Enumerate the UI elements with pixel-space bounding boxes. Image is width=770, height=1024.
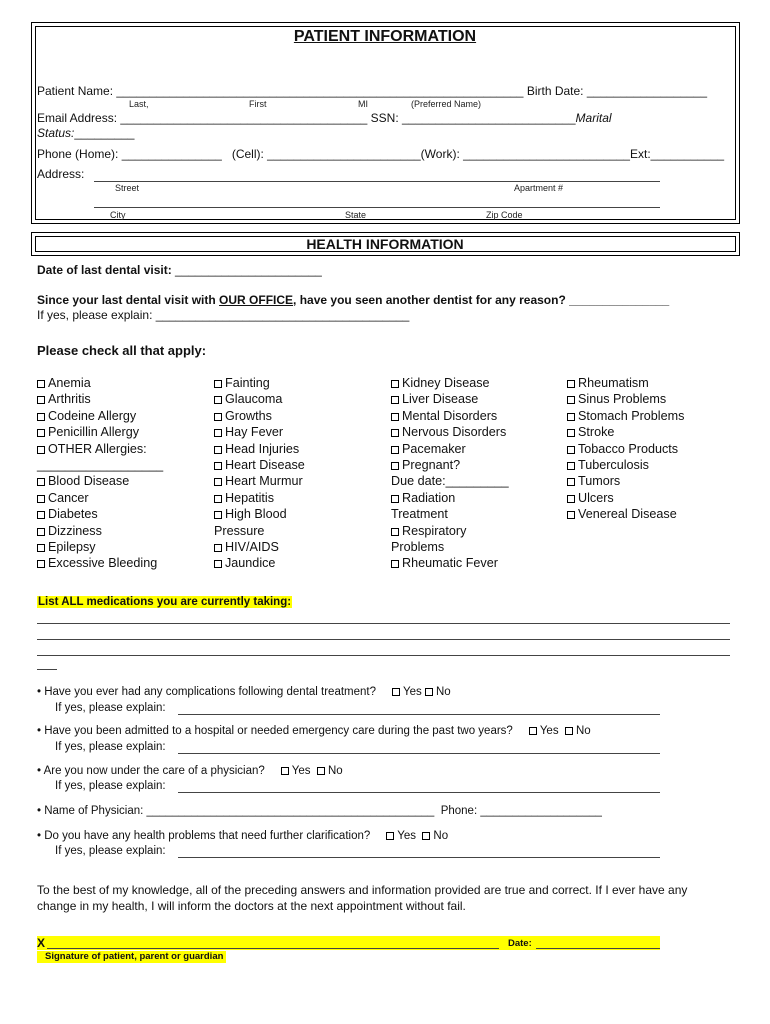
checkbox-icon[interactable] — [391, 429, 399, 437]
due-date-field[interactable]: Due date:_________ — [391, 474, 509, 489]
condition-item[interactable]: Cancer — [37, 490, 163, 506]
ext-label: Ext: — [629, 147, 651, 161]
sub-preferred: (Preferred Name) — [411, 99, 482, 109]
condition-item-continued: Pressure — [214, 523, 265, 538]
checkbox-icon[interactable] — [567, 446, 575, 454]
checkbox-icon[interactable] — [567, 511, 575, 519]
condition-item[interactable]: Kidney Disease — [391, 375, 509, 391]
checkbox-icon[interactable] — [391, 446, 399, 454]
question-hospital: • Have you been admitted to a hospital or needed emergency care during the past two years? Yes No — [37, 725, 591, 737]
since-q-post: , have you seen another dentist for any reason? — [293, 293, 570, 307]
since-explain-label: If yes, please explain: — [37, 308, 156, 322]
question-text: Do you have any health problems that need further clarification? — [44, 830, 371, 842]
no-option[interactable]: No — [317, 765, 343, 777]
since-q-office: OUR OFFICE — [219, 293, 294, 307]
condition-item[interactable]: Heart Disease — [214, 457, 305, 473]
checkbox-icon[interactable] — [391, 413, 399, 421]
checkbox-icon[interactable] — [391, 528, 399, 536]
question-physician-care: • Are you now under the care of a physician? Yes No — [37, 765, 343, 777]
status-row — [37, 126, 134, 140]
condition-item[interactable]: Penicillin Allergy — [37, 424, 163, 440]
checkbox-icon[interactable] — [317, 767, 325, 775]
medications-line-4[interactable] — [37, 669, 57, 670]
checkbox-icon[interactable] — [391, 380, 399, 388]
checkbox-icon[interactable] — [214, 495, 222, 503]
checkbox-icon[interactable] — [391, 462, 399, 470]
checkbox-icon[interactable] — [37, 528, 45, 536]
physician-name-label: Name of Physician: — [44, 805, 147, 817]
conditions-col-3 — [391, 375, 509, 572]
sub-first: First — [249, 99, 267, 109]
condition-item[interactable]: Anemia — [37, 375, 163, 391]
checkbox-icon[interactable] — [37, 495, 45, 503]
checkbox-icon[interactable] — [567, 396, 575, 404]
checkbox-icon[interactable] — [565, 727, 573, 735]
physician-name-field[interactable]: _____________________________________________ — [146, 805, 435, 817]
signature-x: X — [37, 936, 46, 950]
marital-label: Marital — [575, 111, 612, 125]
patient-info-title: PATIENT INFORMATION — [293, 28, 477, 45]
question-text: Have you ever had any complications following dental treatment? — [44, 686, 377, 698]
condition-item[interactable]: Heart Murmur — [214, 473, 305, 489]
no-option[interactable]: No — [422, 830, 448, 842]
status-label: Status: — [37, 126, 75, 140]
since-q-pre: Since your last dental visit with — [37, 293, 220, 307]
condition-item[interactable]: Head Injuries — [214, 441, 305, 457]
patient-name-row — [37, 84, 707, 98]
medications-line-3[interactable] — [37, 655, 730, 656]
sub-state: State — [345, 210, 367, 220]
checkbox-icon[interactable] — [567, 380, 575, 388]
explain-label: If yes, please explain: — [55, 741, 166, 753]
checkbox-icon[interactable] — [214, 511, 222, 519]
condition-item[interactable]: Pregnant? — [391, 457, 509, 473]
sub-city: City — [110, 210, 126, 220]
physician-phone-label: Phone: — [440, 805, 481, 817]
no-option[interactable]: No — [425, 686, 451, 698]
explain-field[interactable] — [178, 792, 660, 793]
explain-field[interactable] — [178, 857, 660, 858]
medications-line-1[interactable] — [37, 623, 730, 624]
checkbox-icon[interactable] — [392, 688, 400, 696]
checkbox-icon[interactable] — [214, 560, 222, 568]
checkbox-icon[interactable] — [214, 429, 222, 437]
condition-item[interactable]: Pacemaker — [391, 441, 509, 457]
checkbox-icon[interactable] — [386, 832, 394, 840]
condition-item[interactable]: Stroke — [567, 424, 684, 440]
explain-field[interactable] — [178, 753, 660, 754]
date-label: Date: — [508, 938, 532, 949]
checkbox-icon[interactable] — [214, 478, 222, 486]
medications-line-2[interactable] — [37, 639, 730, 640]
address-street-line[interactable] — [94, 181, 660, 182]
question-health-problems: • Do you have any health problems that need further clarification? Yes No — [37, 830, 449, 842]
email-field[interactable]: _____________________________________ — [120, 111, 368, 125]
condition-item[interactable]: Epilepsy — [37, 539, 163, 555]
checkbox-icon[interactable] — [567, 478, 575, 486]
date-field[interactable] — [536, 948, 660, 949]
condition-item[interactable]: Arthritis — [37, 391, 163, 407]
checkbox-icon[interactable] — [567, 429, 575, 437]
conditions-col-2 — [214, 375, 305, 572]
condition-item[interactable]: Codeine Allergy — [37, 408, 163, 424]
address-city-line[interactable] — [94, 207, 660, 208]
condition-item[interactable]: Nervous Disorders — [391, 424, 509, 440]
checkbox-icon[interactable] — [529, 727, 537, 735]
other-allergies-field[interactable]: __________________ — [37, 458, 164, 473]
patient-name-label: Patient Name: — [37, 84, 117, 98]
explain-label: If yes, please explain: — [55, 702, 166, 714]
condition-item[interactable]: Respiratory — [391, 523, 509, 539]
condition-item[interactable]: Diabetes — [37, 506, 163, 522]
health-info-title: HEALTH INFORMATION — [306, 236, 464, 252]
phone-home-label: Phone (Home): — [37, 147, 122, 161]
since-explain-row — [37, 308, 409, 322]
condition-item[interactable]: Mental Disorders — [391, 408, 509, 424]
checkbox-icon[interactable] — [567, 462, 575, 470]
question-complications: • Have you ever had any complications following dental treatment? Yes No — [37, 686, 451, 698]
condition-item-continued: Problems — [391, 540, 445, 555]
condition-item[interactable]: Rheumatic Fever — [391, 555, 509, 571]
checkbox-icon[interactable] — [214, 413, 222, 421]
condition-item[interactable]: Tuberculosis — [567, 457, 684, 473]
checkbox-icon[interactable] — [37, 478, 45, 486]
condition-item[interactable]: Sinus Problems — [567, 391, 684, 407]
condition-item[interactable]: Venereal Disease — [567, 506, 684, 522]
condition-item[interactable]: Hay Fever — [214, 424, 305, 440]
statement-line-1: To the best of my knowledge, all of the preceding answers and information provided are true and correct. If I ever have any — [37, 883, 688, 897]
condition-item[interactable]: Blood Disease — [37, 473, 163, 489]
explain-label: If yes, please explain: — [55, 780, 166, 792]
yes-option[interactable]: Yes — [529, 725, 559, 737]
cell-label: (Cell): — [231, 147, 268, 161]
condition-item[interactable]: Excessive Bleeding — [37, 555, 163, 571]
question-text: Are you now under the care of a physician? — [43, 765, 265, 777]
last-visit-label: Date of last dental visit: — [37, 263, 176, 277]
cell-field[interactable]: _______________________ — [267, 147, 421, 161]
sub-zip: Zip Code — [486, 210, 523, 220]
no-option[interactable]: No — [565, 725, 591, 737]
conditions-col-4 — [567, 375, 684, 523]
email-label: Email Address: — [37, 111, 121, 125]
checkbox-icon[interactable] — [37, 544, 45, 552]
checkbox-icon[interactable] — [214, 462, 222, 470]
since-q-field[interactable]: _______________ — [569, 293, 670, 307]
ssn-field[interactable]: __________________________ — [402, 111, 576, 125]
condition-item[interactable]: Rheumatism — [567, 375, 684, 391]
condition-item[interactable]: Glaucoma — [214, 391, 305, 407]
explain-label: If yes, please explain: — [55, 845, 166, 857]
physician-phone-field[interactable]: ___________________ — [480, 805, 602, 817]
checkbox-icon[interactable] — [567, 413, 575, 421]
condition-item[interactable]: Tumors — [567, 473, 684, 489]
condition-item[interactable]: High Blood — [214, 506, 305, 522]
yes-option[interactable]: Yes — [392, 686, 422, 698]
conditions-col-1 — [37, 375, 163, 572]
medications-label: List ALL medications you are currently taking: — [38, 596, 292, 608]
checkbox-icon[interactable] — [37, 380, 45, 388]
last-visit-row — [37, 263, 322, 277]
yes-option[interactable]: Yes — [281, 765, 311, 777]
condition-item[interactable]: OTHER Allergies: — [37, 441, 163, 457]
checkbox-icon[interactable] — [37, 446, 45, 454]
sub-apartment: Apartment # — [514, 183, 564, 193]
condition-item[interactable]: Growths — [214, 408, 305, 424]
condition-item[interactable]: Tobacco Products — [567, 441, 684, 457]
condition-item-continued: Treatment — [391, 507, 448, 522]
yes-option[interactable]: Yes — [386, 830, 416, 842]
condition-item[interactable]: Liver Disease — [391, 391, 509, 407]
birth-date-field[interactable]: __________________ — [586, 84, 707, 98]
patient-name-field[interactable]: _____________________________________________________________ — [116, 84, 524, 98]
email-row — [37, 111, 612, 125]
condition-item[interactable]: Dizziness — [37, 523, 163, 539]
condition-item[interactable]: Radiation — [391, 490, 509, 506]
checkbox-icon[interactable] — [391, 560, 399, 568]
condition-item[interactable]: Hepatitis — [214, 490, 305, 506]
checkbox-icon[interactable] — [281, 767, 289, 775]
work-field[interactable]: _________________________ — [463, 147, 630, 161]
signature-caption: Signature of patient, parent or guardian — [37, 951, 226, 963]
condition-item[interactable]: Fainting — [214, 375, 305, 391]
since-explain-field[interactable]: ______________________________________ — [155, 308, 410, 322]
checkbox-icon[interactable] — [391, 495, 399, 503]
last-visit-field[interactable]: ______________________ — [175, 263, 322, 277]
condition-item[interactable]: Stomach Problems — [567, 408, 684, 424]
sub-mi: MI — [358, 99, 368, 109]
checkbox-icon[interactable] — [567, 495, 575, 503]
check-all-heading: Please check all that apply: — [37, 343, 207, 358]
checkbox-icon[interactable] — [37, 560, 45, 568]
checkbox-icon[interactable] — [214, 446, 222, 454]
signature-field[interactable] — [47, 948, 499, 949]
question-text: Have you been admitted to a hospital or needed emergency care during the past two years? — [44, 725, 513, 737]
statement-line-2: change in my health, I will inform the doctors at the next appointment without fail. — [37, 899, 466, 913]
checkbox-icon[interactable] — [422, 832, 430, 840]
checkbox-icon[interactable] — [214, 544, 222, 552]
condition-item[interactable]: Jaundice — [214, 555, 305, 571]
checkbox-icon[interactable] — [425, 688, 433, 696]
condition-item[interactable]: HIV/AIDS — [214, 539, 305, 555]
status-field[interactable]: _________ — [74, 126, 135, 140]
birth-date-label: Birth Date: — [526, 84, 587, 98]
sub-street: Street — [115, 183, 140, 193]
physician-name-row: • Name of Physician: _____________________________________________ Phone: ___________________ — [37, 805, 602, 817]
ext-field[interactable]: ___________ — [650, 147, 725, 161]
work-label: (Work): — [420, 147, 464, 161]
checkbox-icon[interactable] — [391, 396, 399, 404]
condition-item[interactable]: Ulcers — [567, 490, 684, 506]
checkbox-icon[interactable] — [37, 413, 45, 421]
checkbox-icon[interactable] — [37, 511, 45, 519]
address-label: Address: — [37, 167, 85, 181]
phone-row — [37, 147, 724, 161]
sub-last: Last, — [129, 99, 149, 109]
ssn-label: SSN: — [370, 111, 402, 125]
checkbox-icon[interactable] — [214, 380, 222, 388]
checkbox-icon[interactable] — [214, 396, 222, 404]
since-visit-question — [37, 293, 669, 307]
checkbox-icon[interactable] — [37, 429, 45, 437]
checkbox-icon[interactable] — [37, 396, 45, 404]
explain-field[interactable] — [178, 714, 660, 715]
phone-home-field[interactable]: _______________ — [121, 147, 222, 161]
